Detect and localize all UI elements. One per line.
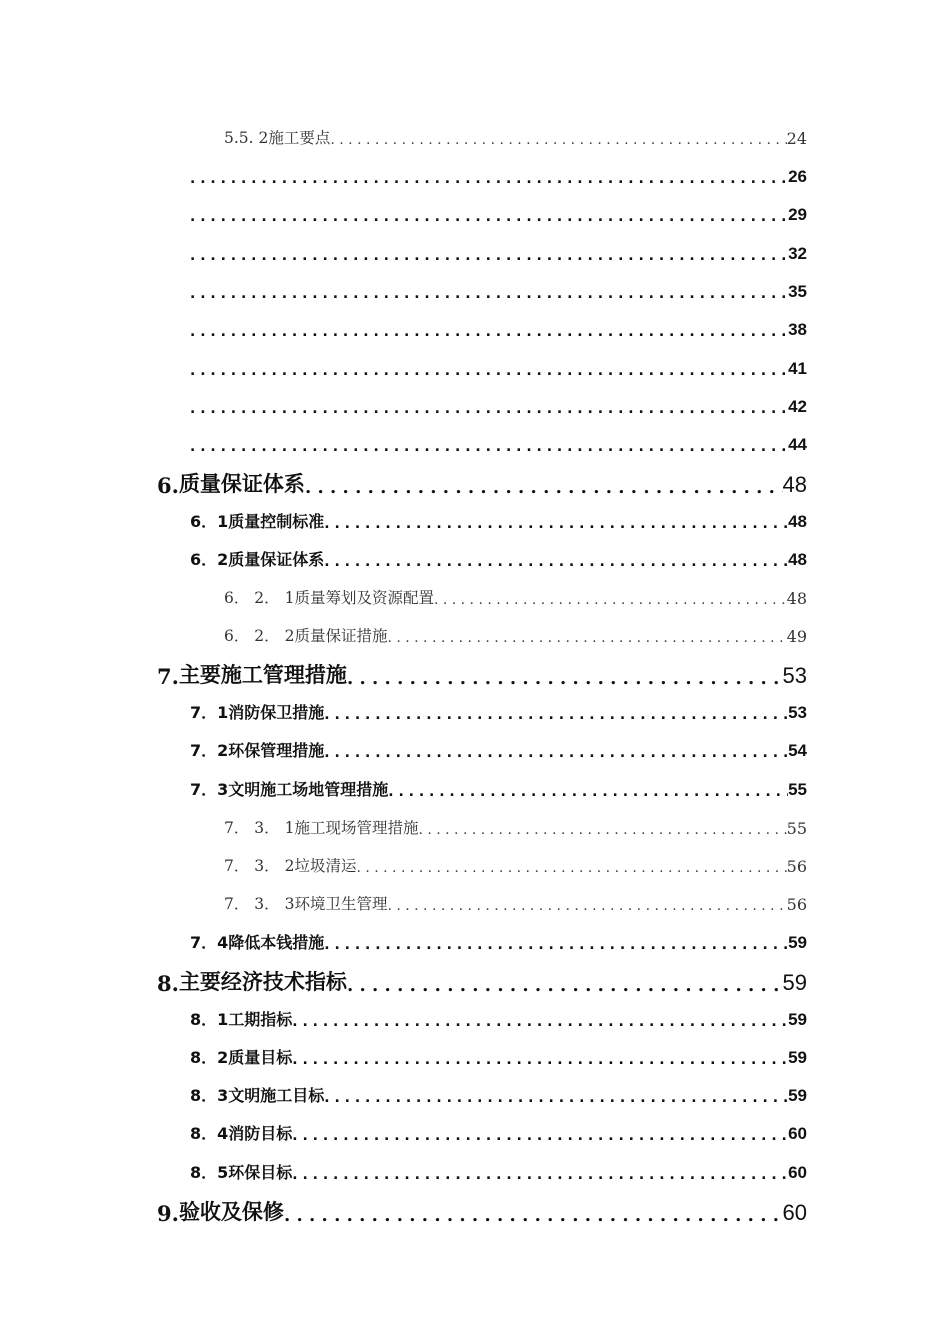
toc-page-number: 60: [788, 1124, 807, 1143]
toc-entry[interactable]: [224, 852, 807, 876]
toc-dot-leader: [292, 1167, 788, 1183]
toc-entry[interactable]: [157, 468, 807, 498]
toc-entry-label: 6．2质量保证体系: [190, 550, 325, 569]
toc-entry[interactable]: [190, 431, 807, 455]
toc-entry-label: 主要施工管理措施: [178, 662, 347, 687]
toc-entry-label: 8．2质量目标: [190, 1048, 293, 1067]
toc-entry-label: 5.5. 2施工要点: [224, 129, 331, 147]
toc-dot-leader: [190, 401, 788, 417]
toc-page-number: 59: [788, 1010, 807, 1029]
toc-dot-leader: [324, 937, 788, 953]
toc-dot-leader: [356, 860, 786, 876]
toc-entry[interactable]: [157, 966, 807, 996]
toc-entry[interactable]: [190, 1044, 807, 1068]
toc-entry[interactable]: [157, 659, 807, 689]
toc-entry[interactable]: [190, 776, 807, 800]
toc-dot-leader: [190, 324, 788, 340]
toc-entry[interactable]: [224, 124, 807, 148]
toc-page-number: 55: [788, 780, 807, 799]
toc-page-number: 55: [786, 819, 807, 838]
toc-entry-label: 验收及保修: [178, 1199, 284, 1224]
toc-dot-leader: [292, 1052, 788, 1068]
toc-page-number: 56: [786, 857, 807, 876]
toc-entry[interactable]: [190, 240, 807, 264]
toc-page-number: 53: [782, 663, 807, 688]
toc-entry-label: 7． 3． 2垃圾清运: [224, 857, 357, 875]
toc-page-number: 48: [788, 512, 807, 531]
toc-page-number: 49: [786, 627, 807, 646]
toc-dot-leader: [387, 630, 786, 646]
toc-page-number: 54: [788, 741, 807, 760]
toc-page-number: 48: [786, 589, 807, 608]
toc-entry-label: 7．4降低本钱措施: [190, 933, 325, 952]
toc-dot-leader: [190, 209, 788, 225]
toc-entry[interactable]: [224, 622, 807, 646]
toc-dot-leader: [324, 1090, 788, 1106]
toc-page-number: 48: [782, 472, 807, 497]
toc-entry-number: 8.: [157, 971, 179, 996]
toc-page-number: 38: [788, 320, 807, 339]
toc-dot-leader: [292, 1014, 788, 1030]
toc-entry[interactable]: [224, 890, 807, 914]
toc-entry[interactable]: [190, 1120, 807, 1144]
toc-dot-leader: [292, 1128, 788, 1144]
toc-entry[interactable]: [190, 201, 807, 225]
toc-dot-leader: [330, 132, 786, 148]
toc-entry-label: 7．2环保管理措施: [190, 741, 325, 760]
toc-entry[interactable]: [224, 584, 807, 608]
toc-page-number: 29: [788, 205, 807, 224]
toc-dot-leader: [190, 286, 788, 302]
toc-entry-label: 6． 2． 2质量保证措施: [224, 627, 388, 645]
toc-dot-leader: [418, 822, 786, 838]
toc-entry[interactable]: [157, 1196, 807, 1226]
toc-entry[interactable]: [190, 546, 807, 570]
toc-page-number: 56: [786, 895, 807, 914]
toc-dot-leader: [324, 745, 788, 761]
toc-entry[interactable]: [190, 1082, 807, 1106]
toc-dot-leader: [190, 248, 788, 264]
toc-dot-leader: [388, 784, 788, 800]
toc-entry[interactable]: [190, 316, 807, 340]
toc-entry-label: 7．1消防保卫措施: [190, 703, 325, 722]
toc-page-number: 44: [788, 435, 807, 454]
toc-entry-label: 6． 2． 1质量筹划及资源配置: [224, 589, 434, 607]
toc-entry[interactable]: [190, 1006, 807, 1030]
toc-dot-leader: [284, 1205, 783, 1226]
toc-entry-label: 8．5环保目标: [190, 1163, 293, 1182]
toc-dot-leader: [190, 363, 788, 379]
toc-page-number: 59: [788, 1048, 807, 1067]
toc-entry-number: 9.: [157, 1201, 179, 1226]
toc-dot-leader: [347, 975, 783, 996]
toc-entry-label: 8．3文明施工目标: [190, 1086, 325, 1105]
toc-page-number: 24: [786, 129, 807, 148]
toc-entry-label: 8．1工期指标: [190, 1010, 293, 1029]
toc-entry[interactable]: [190, 163, 807, 187]
toc-entry[interactable]: [190, 1159, 807, 1183]
toc-dot-leader: [347, 668, 783, 689]
toc-page-number: 60: [782, 1200, 807, 1225]
toc-entry-label: 7．3文明施工场地管理措施: [190, 780, 389, 799]
toc-entry-number: 6.: [157, 473, 179, 498]
toc-page-number: 41: [788, 359, 807, 378]
toc-entry[interactable]: [190, 737, 807, 761]
toc-page-number: 60: [788, 1163, 807, 1182]
toc-dot-leader: [190, 171, 788, 187]
toc-page-number: 53: [788, 703, 807, 722]
toc-page-number: 32: [788, 244, 807, 263]
toc-entry[interactable]: [190, 929, 807, 953]
toc-dot-leader: [324, 554, 788, 570]
toc-dot-leader: [305, 477, 783, 498]
toc-page-number: 35: [788, 282, 807, 301]
toc-entry-label: 主要经济技术指标: [178, 969, 347, 994]
toc-entry-label: 质量保证体系: [178, 471, 305, 496]
toc-page-number: 26: [788, 167, 807, 186]
toc-dot-leader: [324, 707, 788, 723]
toc-dot-leader: [190, 439, 788, 455]
toc-entry-label: 7． 3． 3环境卫生管理: [224, 895, 388, 913]
toc-entry-number: 7.: [157, 664, 179, 689]
toc-page-number: 59: [782, 970, 807, 995]
toc-dot-leader: [324, 516, 788, 532]
toc-entry-label: 7． 3． 1施工现场管理措施: [224, 819, 419, 837]
toc-entry-label: 6．1质量控制标准: [190, 512, 325, 531]
toc-dot-leader: [387, 898, 786, 914]
toc-entry[interactable]: [190, 393, 807, 417]
toc-entry[interactable]: [190, 699, 807, 723]
toc-dot-leader: [434, 592, 787, 608]
toc-entry[interactable]: [224, 814, 807, 838]
toc-page-number: 42: [788, 397, 807, 416]
toc-page-number: 48: [788, 550, 807, 569]
toc-entry[interactable]: [190, 278, 807, 302]
toc-entry-label: 8．4消防目标: [190, 1124, 293, 1143]
toc-entry[interactable]: [190, 508, 807, 532]
toc-entry[interactable]: [190, 355, 807, 379]
toc-page-number: 59: [788, 933, 807, 952]
toc-page-number: 59: [788, 1086, 807, 1105]
